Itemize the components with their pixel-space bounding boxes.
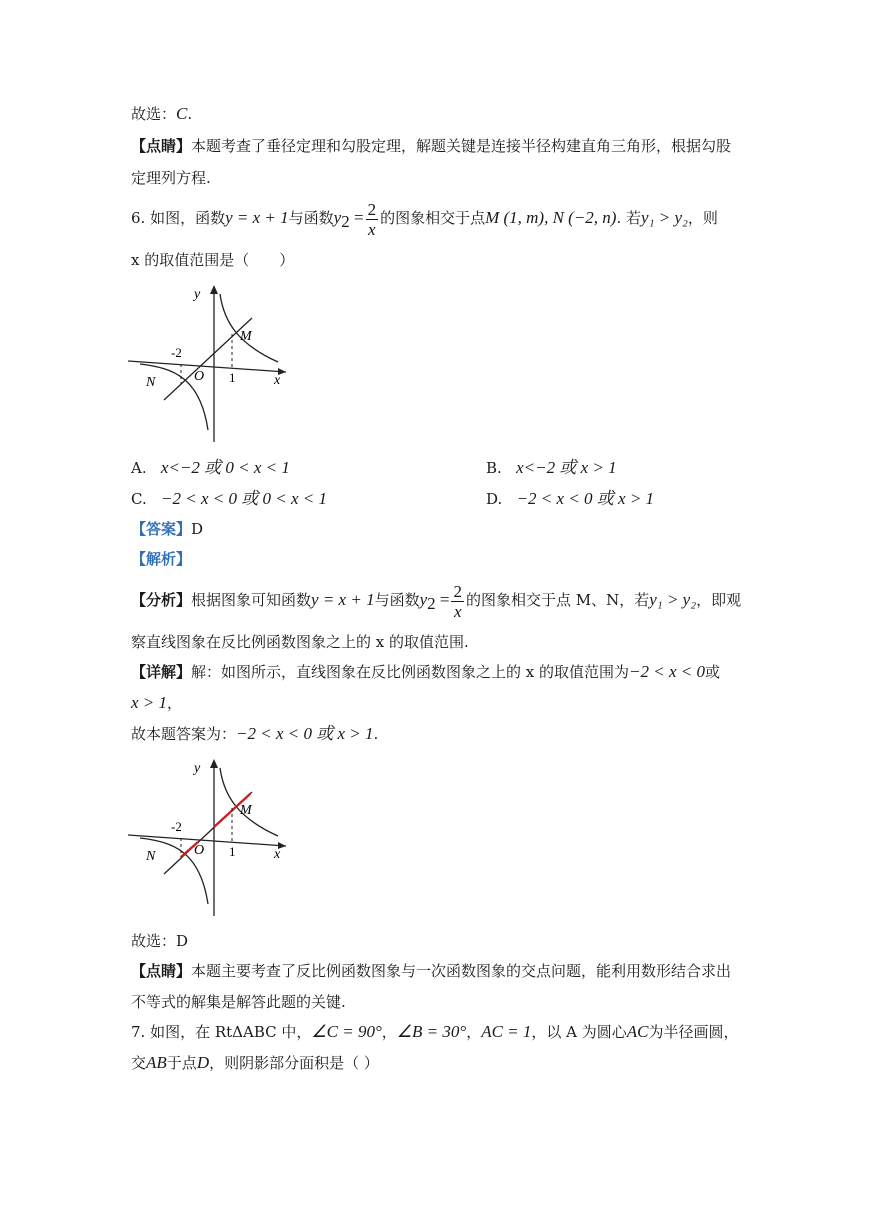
q7-cond1: ∠C = 90° [311, 1022, 382, 1041]
hyperbola-right [220, 294, 278, 362]
x-axis [128, 835, 286, 846]
q7-sep: ， [381, 1023, 397, 1041]
answer-tag: 【答案】 [131, 520, 192, 538]
xiangjie-text: 解：如图所示，直线图象在反比例函数图象之上的 x 的取值范围为 [191, 663, 630, 681]
fenxi-line1 [131, 578, 741, 626]
q6-frac-den: x [368, 219, 376, 239]
q6-eq-sign: = [349, 208, 364, 227]
option-letter: A. [131, 459, 147, 477]
analysis-tag: 【解析】 [131, 550, 192, 568]
y-axis-arrow [210, 759, 218, 768]
q6-text: ，则 [687, 209, 718, 227]
comment-line2: 不等式的解集是解答此题的关键. [131, 993, 346, 1011]
tick-pos-label: 1 [229, 844, 236, 859]
fenxi-text: 与函数 [374, 591, 420, 609]
origin-label: O [194, 843, 205, 858]
xiangjie-text: 故本题答案为： [131, 725, 237, 743]
xiangjie-tag: 【详解】 [131, 663, 192, 681]
q7-text: ，以 A 为圆心 [531, 1023, 627, 1041]
q6-frac-num: 2 [367, 199, 377, 219]
prev-answer-label: 故选： [131, 105, 177, 123]
option-letter: C. [131, 490, 147, 508]
hyperbola-right [220, 768, 278, 836]
xiangjie-expr1: −2 < x < 0 [629, 662, 705, 681]
fenxi-frac-den: x [453, 601, 462, 621]
x-axis [128, 361, 286, 372]
xiangjie-punct: ， [167, 694, 183, 712]
xiangjie-line1 [131, 662, 720, 682]
choose-line: 故选：D [131, 932, 189, 950]
fenxi-eq-sign: = [435, 590, 450, 609]
xiangjie-text: 或 [704, 663, 720, 681]
q6-text: . 若 [616, 209, 642, 227]
prev-answer-choice: C [176, 104, 188, 123]
xiangjie-line3 [131, 724, 378, 744]
q6-cond: y₁ > y₂ [641, 208, 688, 227]
fenxi-text: 的图象相交于点 M、N，若 [465, 591, 650, 609]
fenxi-cond: y₁ > y₂ [649, 590, 697, 609]
fenxi-tag: 【分析】 [131, 591, 192, 609]
answer-graph [128, 756, 298, 918]
answer-line [131, 519, 203, 539]
prev-answer [131, 104, 192, 124]
prev-answer-end: . [187, 105, 193, 123]
point-m-label: M [240, 803, 252, 818]
option-letter: D. [486, 490, 503, 508]
fenxi-frac-num: 2 [453, 581, 462, 601]
option-a[interactable] [131, 458, 290, 478]
fenxi-y2: y [419, 590, 428, 609]
q7-stem-line2 [131, 1053, 379, 1073]
prev-comment-line2: 定理列方程. [131, 169, 211, 187]
fenxi-text: ，即观 [696, 591, 742, 609]
fenxi-text: 根据图象可知函数 [191, 591, 312, 609]
option-expr: x<−2 或 0 < x < 1 [160, 458, 290, 477]
option-d[interactable] [486, 489, 654, 509]
q7-text: 交 [131, 1054, 147, 1072]
q7-stem [131, 1022, 739, 1042]
axis-y-label: y [194, 287, 201, 302]
point-n-label: N [146, 375, 156, 390]
option-b[interactable] [486, 458, 617, 478]
q6-points: M (1, m), N (−2, n) [485, 208, 617, 227]
q6-number: 6. [131, 209, 146, 227]
tick-pos-label: 1 [229, 370, 236, 385]
xiangjie-expr3: −2 < x < 0 或 x > 1 [236, 724, 374, 743]
q7-d: D [196, 1053, 210, 1072]
q6-text: 与函数 [288, 209, 334, 227]
prev-comment-text: 本题考查了垂径定理和勾股定理，解题关键是连接半径构建直角三角形，根据勾股 [191, 137, 732, 155]
q6-stem-line2: x 的取值范围是（ ） [131, 251, 295, 269]
q6-text: 如图，函数 [150, 209, 226, 227]
fenxi-fraction [451, 582, 464, 621]
point-m-label: M [240, 329, 252, 344]
fenxi-line2: 察直线图象在反比例函数图象之上的 x 的取值范围. [131, 633, 469, 651]
xiangjie-expr2: x > 1 [131, 693, 168, 712]
q7-number: 7. [131, 1023, 146, 1041]
option-expr: −2 < x < 0 或 0 < x < 1 [161, 489, 327, 508]
q6-stem [131, 196, 718, 244]
q7-text: 如图，在 RtΔABC 中， [150, 1023, 312, 1041]
comment-tag: 【点睛】 [131, 962, 192, 980]
q7-text: 于点 [166, 1054, 197, 1072]
option-expr: x<−2 或 x > 1 [516, 458, 617, 477]
q6-y2: y [333, 208, 342, 227]
tick-neg-label: -2 [171, 819, 182, 834]
fenxi-eq1: y = x + 1 [311, 590, 375, 609]
prev-comment-tag: 【点睛】 [131, 137, 192, 155]
option-expr: −2 < x < 0 或 x > 1 [516, 489, 655, 508]
q7-text: ，则阴影部分面积是（ ） [209, 1054, 379, 1072]
q7-sep: ， [466, 1023, 482, 1041]
origin-label: O [194, 369, 205, 384]
q7-ac: AC [626, 1022, 649, 1041]
q6-fraction [366, 200, 379, 239]
axis-y-label: y [194, 761, 201, 776]
q6-graph [128, 282, 298, 444]
y-axis-arrow [210, 285, 218, 294]
q6-eq1: y = x + 1 [225, 208, 289, 227]
q6-y2-sub: 2 [341, 212, 350, 231]
xiangjie-line2 [131, 693, 182, 713]
q7-cond3: AC = 1 [481, 1022, 532, 1041]
axis-x-label: x [274, 847, 281, 862]
axis-x-label: x [274, 373, 281, 388]
comment-line1 [131, 961, 731, 981]
option-c[interactable] [131, 489, 327, 509]
point-n-label: N [146, 849, 156, 864]
q7-cond2: ∠B = 30° [396, 1022, 467, 1041]
q6-text: 的图象相交于点 [380, 209, 486, 227]
q7-text: 为半径画圆， [648, 1023, 739, 1041]
prev-comment-line1 [131, 136, 731, 156]
q7-ab: AB [146, 1053, 167, 1072]
option-letter: B. [486, 459, 502, 477]
tick-neg-label: -2 [171, 345, 182, 360]
xiangjie-punct: . [373, 725, 379, 743]
fenxi-y2-sub: 2 [427, 594, 436, 613]
answer-value: D [191, 520, 204, 538]
comment-text: 本题主要考查了反比例函数图象与一次函数图象的交点问题，能利用数形结合求出 [191, 962, 732, 980]
